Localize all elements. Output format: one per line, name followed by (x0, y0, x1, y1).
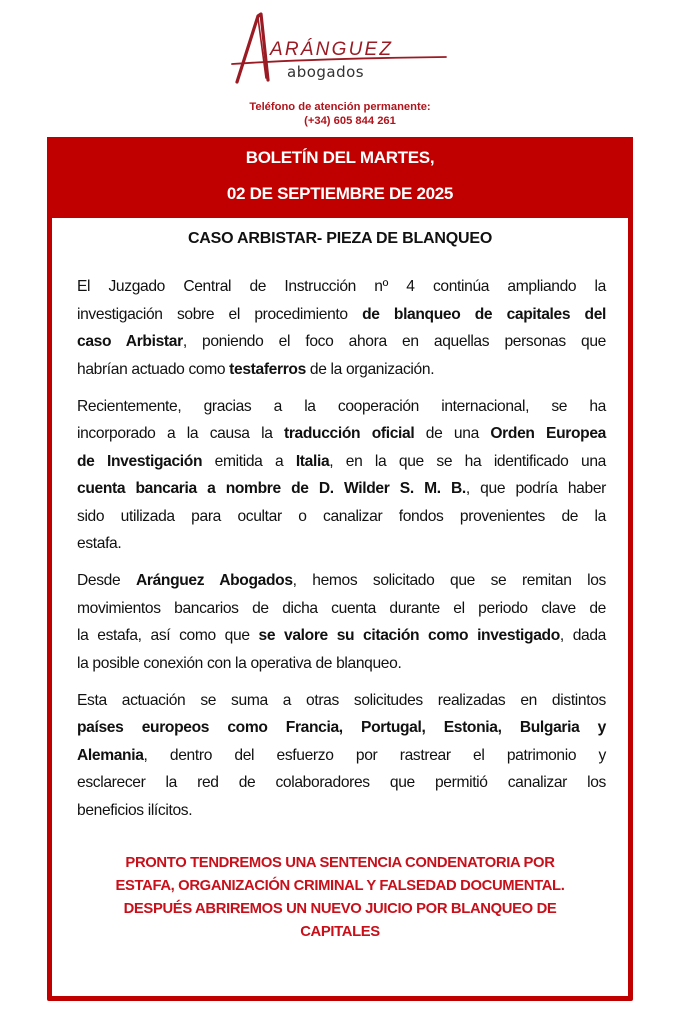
bold-run: Orden Europea (490, 425, 606, 442)
text-line: estafa. (77, 535, 122, 552)
text-run: , poniendo el foco ahora en aquellas personas que (182, 333, 607, 350)
case-title: CASO ARBISTAR- PIEZA DE BLANQUEO (187, 230, 493, 247)
announcement-line: DESPUÉS ABRIREMOS UN NUEVO JUICIO POR BLANQUEO DE (123, 901, 557, 917)
text-line: esclarecer la red de colaboradores que permitió canalizar los (77, 774, 606, 791)
text-run: la estafa, así como que (77, 627, 259, 644)
text-line (77, 742, 606, 770)
text-run: de la organización. (305, 360, 435, 378)
bulletin-header (47, 137, 633, 218)
text-line (77, 567, 606, 595)
phone-label: Teléfono de atención permanente: (249, 101, 431, 113)
text-line (77, 420, 606, 448)
text-run: , dentro del esfuerzo por rastrear el patrimonio y (143, 746, 606, 764)
bulletin-body (77, 273, 606, 834)
text-run: emitida a (202, 452, 296, 470)
bold-run: testaferros (229, 360, 306, 378)
text-line: sido utilizada para ocultar o canalizar fondos provenientes de la (77, 507, 606, 525)
text-line (77, 475, 606, 503)
announcement-line: PRONTO TENDREMOS UNA SENTENCIA CONDENATORIA POR (125, 855, 555, 871)
text-line: beneficios ilícitos. (77, 801, 193, 819)
bold-run: de Investigación (77, 452, 203, 470)
bold-run: de blanqueo de capitales del (362, 305, 606, 323)
text-line: Recientemente, gracias a la cooperación internacional, se ha (77, 397, 606, 415)
text-line (77, 328, 606, 356)
text-line: El Juzgado Central de Instrucción nº 4 continúa ampliando la (77, 278, 606, 295)
text-line (77, 448, 606, 476)
text-line (77, 356, 606, 384)
text-line (77, 301, 606, 329)
text-run: , que podría haber (465, 480, 606, 497)
text-run: , hemos solicitado que se remitan los (292, 572, 607, 589)
text-run: de una (414, 425, 491, 442)
logo-brand-main: ARÁNGUEZ (270, 39, 394, 60)
text-run: incorporado a la causa la (77, 425, 284, 442)
text-run: , dada (559, 627, 606, 644)
text-run: Desde (77, 572, 136, 589)
bold-run: traducción oficial (284, 425, 415, 442)
text-line (77, 714, 606, 742)
closing-announcement (52, 852, 628, 944)
bold-run: se valore su citación como investigado (258, 627, 560, 644)
text-line: la posible conexión con la operativa de blanqueo. (77, 654, 402, 672)
bold-run: Italia (295, 452, 330, 470)
announcement-line: CAPITALES (300, 924, 380, 940)
announcement-line: ESTAFA, ORGANIZACIÓN CRIMINAL Y FALSEDAD DOCUMENTAL. (115, 878, 565, 894)
text-line: Esta actuación se suma a otras solicitudes realizadas en distintos (77, 691, 606, 709)
bold-run: cuenta bancaria a nombre de D. Wilder S. M. B. (77, 480, 466, 497)
bulletin-frame (47, 137, 633, 1001)
text-run: investigación sobre el procedimiento (77, 305, 363, 323)
paragraph-2 (77, 393, 606, 558)
bold-run: caso Arbistar (77, 333, 183, 350)
bold-run: Aránguez Abogados (135, 572, 293, 589)
text-run: habrían actuado como (77, 360, 230, 378)
bulletin-day: BOLETÍN DEL MARTES, (245, 148, 435, 167)
bold-run: Alemania (77, 746, 144, 764)
phone-contact (200, 101, 480, 128)
bulletin-date: 02 DE SEPTIEMBRE DE 2025 (226, 184, 454, 203)
phone-number[interactable]: (+34) 605 844 261 (304, 114, 396, 127)
logo-brand-sub: abogados (287, 63, 365, 81)
text-run: , en la que se ha identificado una (329, 452, 606, 470)
paragraph-3 (77, 567, 606, 677)
text-line (77, 622, 606, 650)
bold-run: países europeos como Francia, Portugal, Estonia, Bulgaria y (77, 719, 606, 736)
firm-logo (228, 8, 453, 90)
text-line: movimientos bancarios de dicha cuenta durante el periodo clave de (77, 599, 606, 617)
aranguez-logo-graphic (228, 8, 453, 90)
paragraph-4 (77, 687, 606, 825)
paragraph-1 (77, 273, 606, 383)
